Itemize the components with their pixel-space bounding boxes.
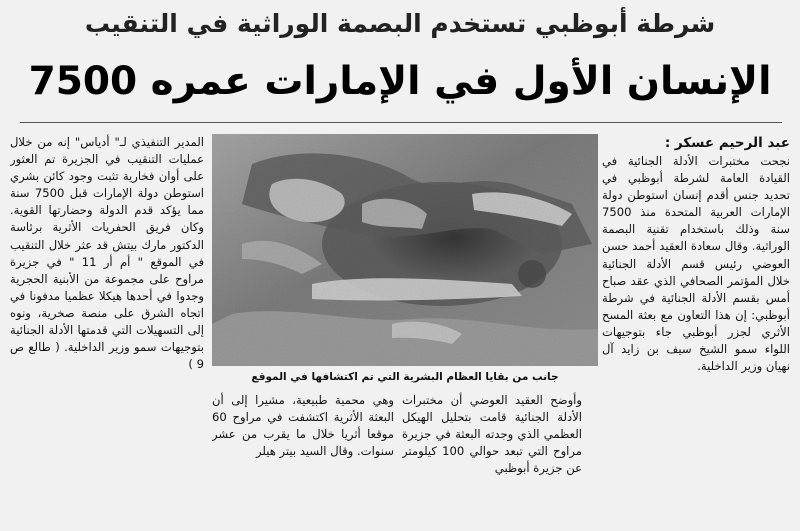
article-body-middle-left: وهي محمية طبيعية، مشيرا إلى أن البعثة الأثرية اكتشفت في مراوح 60 موقعا أثريا خلال ما يقرب من عشر سنوات. وقال السيد بيتر هيلر	[212, 393, 394, 459]
skeleton-remains-image	[212, 134, 598, 366]
article-column-left	[10, 134, 204, 528]
article-column-right	[602, 134, 790, 528]
excavation-photo	[212, 134, 598, 366]
photo-caption: جانب من بقايا العظام البشرية التي تم اكتشافها في الموقع	[251, 371, 559, 383]
article-kicker: شرطة أبوظبي تستخدم البصمة الوراثية في التنقيب	[84, 9, 716, 38]
article-body-left: المدير التنفيذي لـ" أدياس" إنه من خلال عمليات التنقيب في الجزيرة تم العثور على أوان فخارية تثبت وجود كائن بشري استوطن دولة الإمارات قبل 7500 سنة مما يؤكد قدم الدولة وحضارتها القوية. وكان فريق الحفريات الأثرية برئاسة الدكتور مارك بيتش قد عثر خلال التنقيب في الموقع " أم أر 11 " في جزيرة مراوح على مجموعة من الأبنية الحجرية وجدوا في أحدها هيكلا عظميا مدفونا في اتجاه الشرق على منصة صخرية، ونوه إلى التسهيلات التي قدمتها الأدلة الجنائية بتوجيهات سمو وزير الداخلية. ( طالع ص 9 )	[10, 135, 204, 372]
article-body-right: نجحت مختبرات الأدلة الجنائية في القيادة العامة لشرطة أبوظبي في تحديد جنس أقدم إنسان استوطن دولة الإمارات العربية المتحدة منذ 7500 سنة وذلك باستخدام تقنية البصمة الوراثية. وقال سعادة العقيد أحمد حسن العوضي رئيس قسم الأدلة الجنائية خلال المؤتمر الصحافي الذي عقد صباح أمس بقسم الأدلة الجنائية في شرطة أبوظبي: إن هذا التعاون مع بعثة المسح الأثري لجزر أبوظبي جاء بتوجيهات اللواء سمو الشيخ سيف بن زايد آل نهيان وزير الداخلية.	[602, 154, 790, 374]
headline-divider	[20, 122, 782, 123]
article-column-middle-right	[402, 392, 582, 528]
article-byline: عبد الرحيم عسكر :	[664, 135, 790, 151]
article-headline: الإنسان الأول في الإمارات عمره 7500	[28, 59, 772, 104]
article-body-middle-right: وأوضح العقيد العوضي أن مختبرات الأدلة الجنائية قامت بتحليل الهيكل العظمي الذي وجدته البعثة في جزيرة مراوح التي تبعد حوالي 100 كيلومتر عن جزيرة أبوظبي	[402, 393, 582, 476]
article-column-middle-left	[212, 392, 394, 528]
